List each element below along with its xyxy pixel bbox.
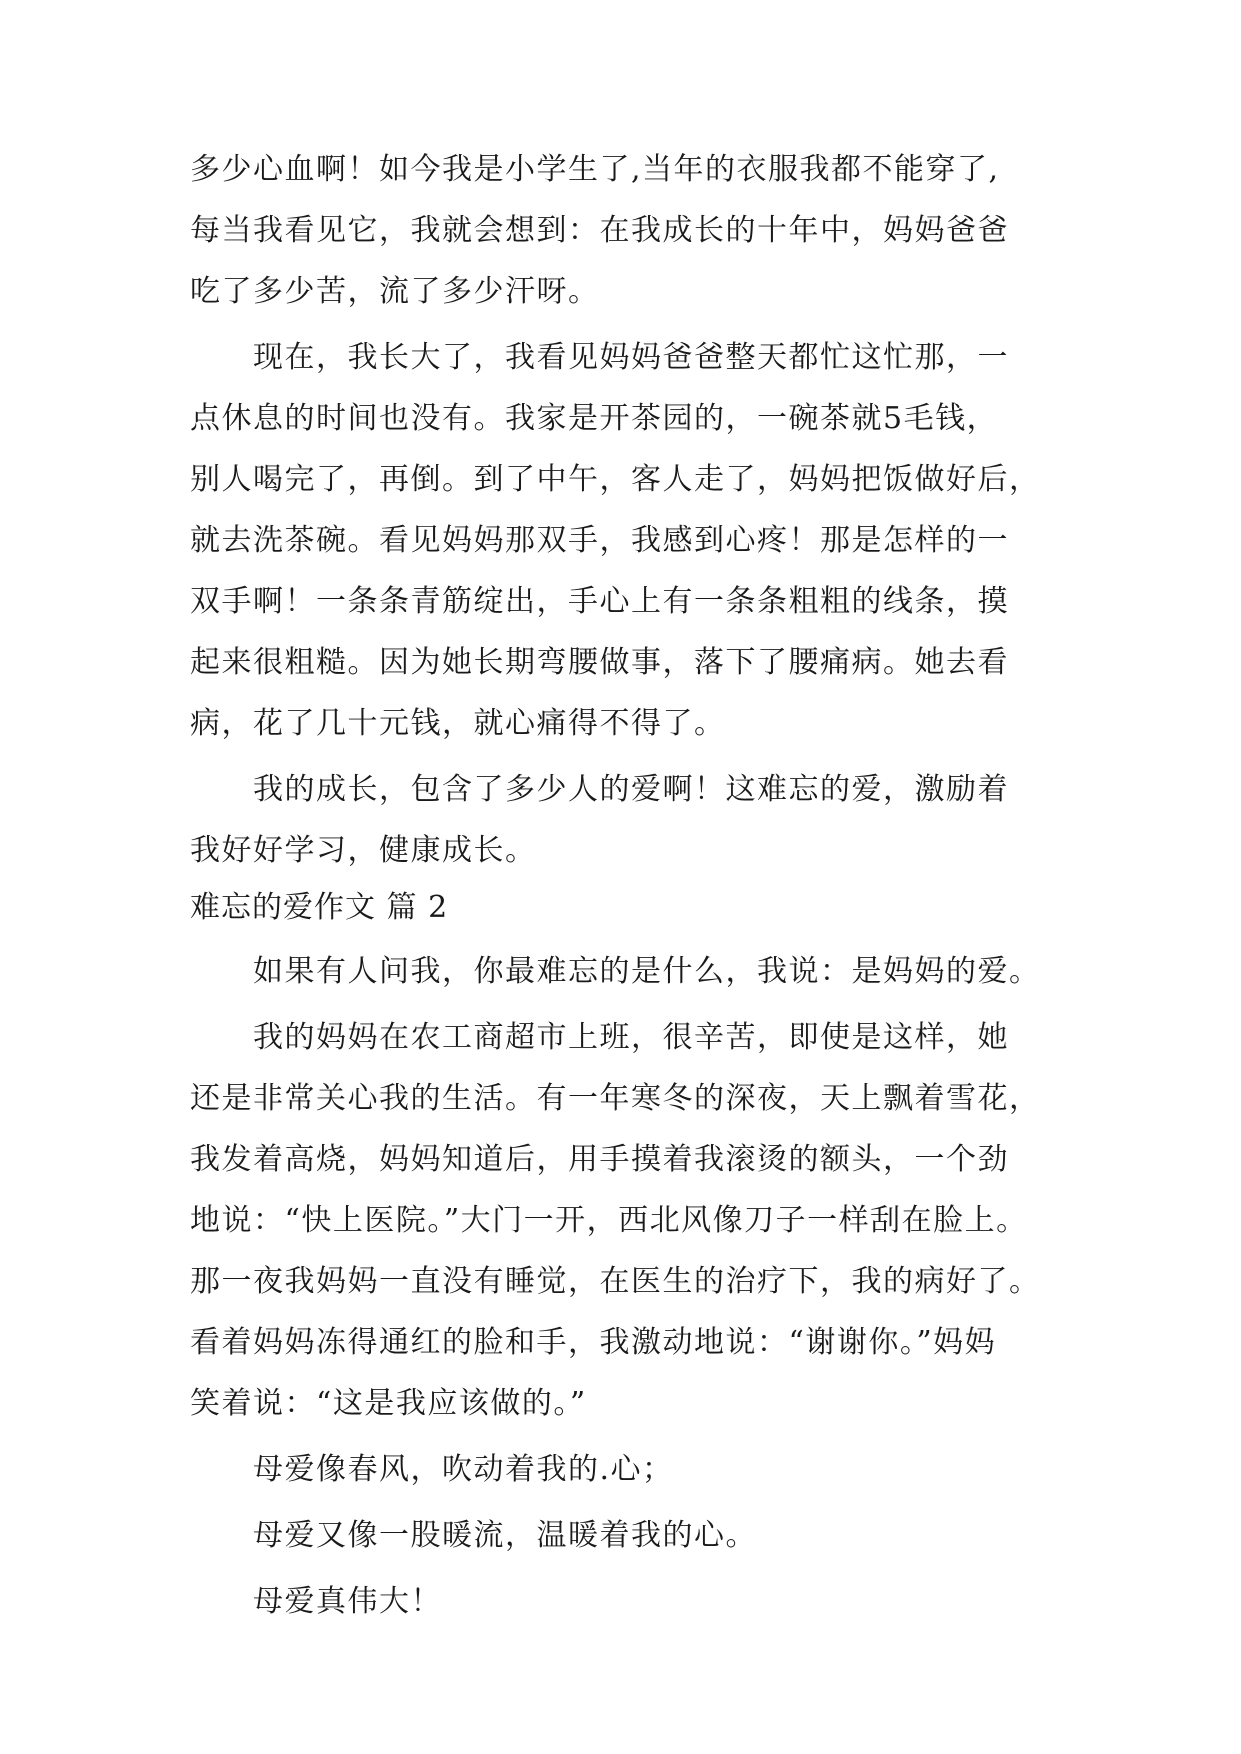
paragraph-first-line: 我的妈妈在农工商超市上班，很辛苦，即使是这样，她 (253, 1020, 1009, 1055)
text-line: 我发着高烧，妈妈知道后，用手摸着我滚烫的额头，一个劲 (190, 1142, 1009, 1177)
text-line: 起来很粗糙。因为她长期弯腰做事，落下了腰痛病。她去看 (190, 645, 1009, 680)
paragraph-first-line: 母爱像春风，吹动着我的.心； (253, 1452, 674, 1487)
paragraph-first-line: 如果有人问我，你最难忘的是什么，我说：是妈妈的爱。 (253, 954, 1041, 989)
text-line: 就去洗茶碗。看见妈妈那双手，我感到心疼！那是怎样的一 (190, 523, 1009, 558)
text-line: 病，花了几十元钱，就心痛得不得了。 (190, 706, 726, 741)
text-line: 多少心血啊！如今我是小学生了,当年的衣服我都不能穿了, (190, 152, 1000, 187)
paragraph-first-line: 母爱真伟大！ (253, 1584, 442, 1619)
text-line: 看着妈妈冻得通红的脸和手，我激动地说：“谢谢你。”妈妈 (190, 1325, 997, 1360)
text-line: 还是非常关心我的生活。有一年寒冬的深夜，天上飘着雪花， (190, 1081, 1041, 1116)
text-line: 那一夜我妈妈一直没有睡觉，在医生的治疗下，我的病好了。 (190, 1264, 1041, 1299)
paragraph-first-line: 母爱又像一股暖流，温暖着我的心。 (253, 1518, 757, 1553)
paragraph-first-line: 我的成长，包含了多少人的爱啊！这难忘的爱，激励着 (253, 772, 1009, 807)
text-line: 点休息的时间也没有。我家是开茶园的，一碗茶就5毛钱， (190, 401, 999, 436)
text-line: 双手啊！一条条青筋绽出，手心上有一条条粗粗的线条，摸 (190, 584, 1009, 619)
text-line: 地说：“快上医院。”大门一开，西北风像刀子一样刮在脸上。 (190, 1203, 1028, 1238)
text-line: 我好好学习，健康成长。 (190, 833, 537, 868)
paragraph-first-line: 现在，我长大了，我看见妈妈爸爸整天都忙这忙那，一 (253, 340, 1009, 375)
text-line: 别人喝完了，再倒。到了中午，客人走了，妈妈把饭做好后， (190, 462, 1041, 497)
section-heading: 难忘的爱作文 篇 2 (190, 890, 449, 925)
text-line: 每当我看见它，我就会想到：在我成长的十年中，妈妈爸爸 (190, 213, 1009, 248)
text-line: 吃了多少苦，流了多少汗呀。 (190, 274, 600, 309)
text-line: 笑着说：“这是我应该做的。” (190, 1386, 587, 1421)
